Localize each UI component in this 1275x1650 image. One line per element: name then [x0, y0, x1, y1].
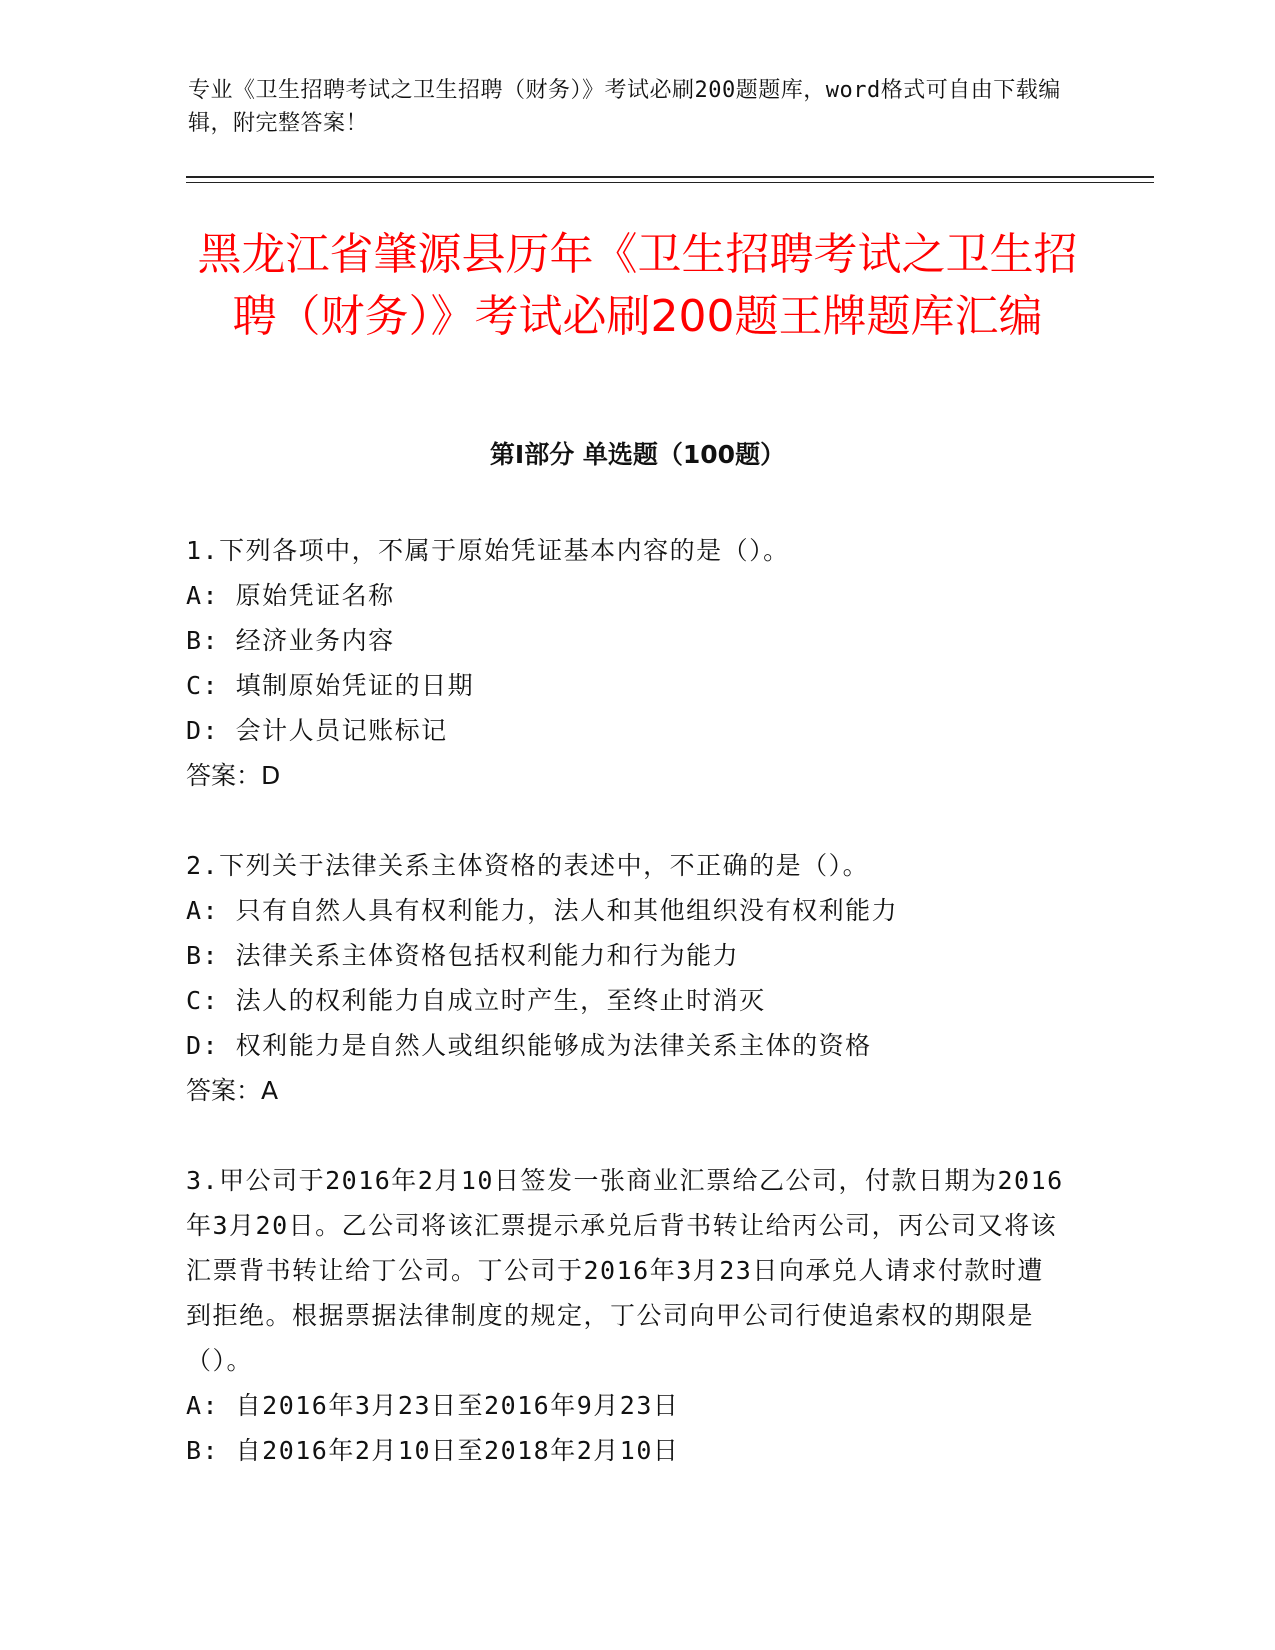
question-2 — [186, 843, 1066, 1113]
question-stem: 1.下列各项中，不属于原始凭证基本内容的是（）。 — [186, 536, 790, 565]
option-a: A: 只有自然人具有权利能力，法人和其他组织没有权利能力 — [186, 896, 899, 925]
header-divider-thin — [186, 182, 1154, 183]
answer: 答案：D — [186, 761, 281, 790]
option-b: B: 法律关系主体资格包括权利能力和行为能力 — [186, 941, 740, 970]
option-a: A: 自2016年3月23日至2016年9月23日 — [186, 1391, 680, 1420]
header-note: 专业《卫生招聘考试之卫生招聘（财务）》考试必刷200题题库，word格式可自由下载编辑，附完整答案！ — [188, 78, 1061, 136]
answer: 答案：A — [186, 1076, 279, 1105]
question-1 — [186, 528, 1066, 798]
question-3 — [186, 1158, 1066, 1473]
header-divider-thick — [186, 176, 1154, 178]
option-b: B: 经济业务内容 — [186, 626, 395, 655]
option-b: B: 自2016年2月10日至2018年2月10日 — [186, 1436, 680, 1465]
question-stem: 2.下列关于法律关系主体资格的表述中，不正确的是（）。 — [186, 851, 870, 880]
option-c: C: 法人的权利能力自成立时产生，至终止时消灭 — [186, 986, 766, 1015]
question-list — [186, 528, 1066, 1518]
option-d: D: 权利能力是自然人或组织能够成为法律关系主体的资格 — [186, 1031, 872, 1060]
section-title: 第I部分 单选题（100题） — [489, 440, 786, 469]
option-c: C: 填制原始凭证的日期 — [186, 671, 475, 700]
option-a: A: 原始凭证名称 — [186, 581, 395, 610]
option-d: D: 会计人员记账标记 — [186, 716, 448, 745]
document-title: 黑龙江省肇源县历年《卫生招聘考试之卫生招聘（财务）》考试必刷200题王牌题库汇编 — [197, 229, 1078, 342]
question-stem: 3.甲公司于2016年2月10日签发一张商业汇票给乙公司，付款日期为2016年3月20日。乙公司将该汇票提示承兑后背书转让给丙公司，丙公司又将该汇票背书转让给丁公司。丁公司于2016年3月23日向承兑人请求付款时遭到拒绝。根据票据法律制度的规定，丁公司向甲公司行使追索权的期限是（）。 — [186, 1166, 1064, 1375]
